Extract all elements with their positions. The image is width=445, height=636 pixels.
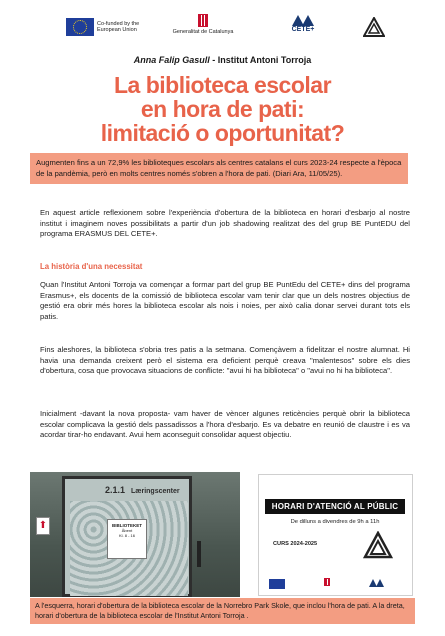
poster-hours: De dilluns a divendres de 9h a 11h <box>290 519 380 525</box>
paragraph-2: Fins aleshores, la biblioteca s'obria tres patis a la setmana. Començàvem a fidelitzar el nostre alumnat. Hi havia una demanda creixent però el sistema era deficient perquè creava "malentesos" sobre els dies d'obertura, cosa que provocava situacions de conflicte: "avui hi ha biblioteca" o "avui no hi ha biblioteca". <box>40 345 410 376</box>
generalitat-logo-text: Generalitat de Catalunya <box>172 29 234 35</box>
notice-line-2: Kl. 8 - 16 <box>118 533 135 538</box>
cete-icon <box>369 577 385 587</box>
cete-logo <box>283 14 323 33</box>
intro-paragraph: En aquest article reflexionem sobre l'experiència d'obertura de la biblioteca en horari d'esbarjo al nostre institut i imaginem noves possibilitats a partir d'un job shadowing realitzat des del grup BE PuntEDU del programa ERASMUS DEL CETE+. <box>40 208 410 239</box>
pentagon-logo-icon <box>363 17 385 37</box>
pentagon-logo-icon <box>363 531 393 559</box>
generalitat-logo <box>168 14 238 35</box>
title-line-2: en hora de pati: <box>140 96 305 122</box>
notice-line-1: Åbent <box>121 528 133 533</box>
title-line-1: La biblioteca escolar <box>113 72 332 98</box>
generalitat-icon <box>198 14 208 27</box>
door-label: Læringscenter <box>130 488 180 495</box>
header-logos <box>0 14 445 44</box>
title-line-3: limitació o oportunitat? <box>100 120 345 146</box>
arrow-up-icon: ⬆ <box>36 517 50 535</box>
poster-course: CURS 2024-2025 <box>273 541 318 547</box>
section-heading: La història d'una necessitat <box>40 262 143 271</box>
opening-hours-poster <box>258 474 413 596</box>
generalitat-icon <box>324 578 330 586</box>
poster-logos <box>269 577 404 589</box>
figure-caption: A l'esquerra, horari d'obertura de la biblioteca escolar de la Norrebro Park Skole, que inclou l'hora de pati. A la dreta, horari d'obertura de la biblioteca escolar de l'Institut Antoni Torroja . <box>30 598 415 624</box>
article-title <box>20 73 425 145</box>
lead-highlight: Augmenten fins a un 72,9% les biblioteques escolars als centres catalans el curs 2023-24 respecte a l'època de la pandèmia, però en molts centres només s'obren a l'hora de pati. (Diari Ara, 11/05/25). <box>30 153 408 184</box>
author-institution: - Institut Antoni Torroja <box>212 55 312 65</box>
library-door <box>62 476 192 597</box>
door-sign <box>105 485 180 495</box>
library-door-photo <box>30 472 240 597</box>
author-name: Anna Falip Gasull <box>133 55 210 65</box>
cete-logo-text: CETE+ <box>291 26 315 33</box>
paragraph-3: Inicialment -davant la nova proposta- vam haver de vèncer algunes reticències perquè obrir la biblioteca escolar complicava la gestió dels passadissos a l'hora d'esbarjo. Es va debatre en reunió de claustre i es va acordar tirar-ho endavant. Avui hem aconseguit consolidar aquest objectiu. <box>40 409 410 440</box>
eu-flag-icon <box>66 18 94 36</box>
eu-logo-text: Co-funded by the European Union <box>97 21 140 33</box>
cete-icon <box>292 14 314 26</box>
door-handle <box>197 541 201 567</box>
poster-title: HORARI D'ATENCIÓ AL PÚBLIC <box>265 499 405 514</box>
opening-hours-notice <box>107 519 147 559</box>
notice-title: BIBLIOTEKET <box>112 523 142 528</box>
author-line <box>0 55 445 65</box>
door-number: 2.1.1 <box>105 485 126 495</box>
paragraph-1: Quan l'Institut Antoni Torroja va començar a formar part del grup BE PuntEdu del CETE+ dins del programa Erasmus+, els docents de la comissió de biblioteca escolar vam tenir clar que un dels nostres objectius de gestió era obrir més hores la biblioteca escolar als nois i noies, per això calia donar servei durant tots els patis. <box>40 280 410 321</box>
eu-flag-icon <box>269 579 285 589</box>
eu-logo <box>66 18 157 36</box>
